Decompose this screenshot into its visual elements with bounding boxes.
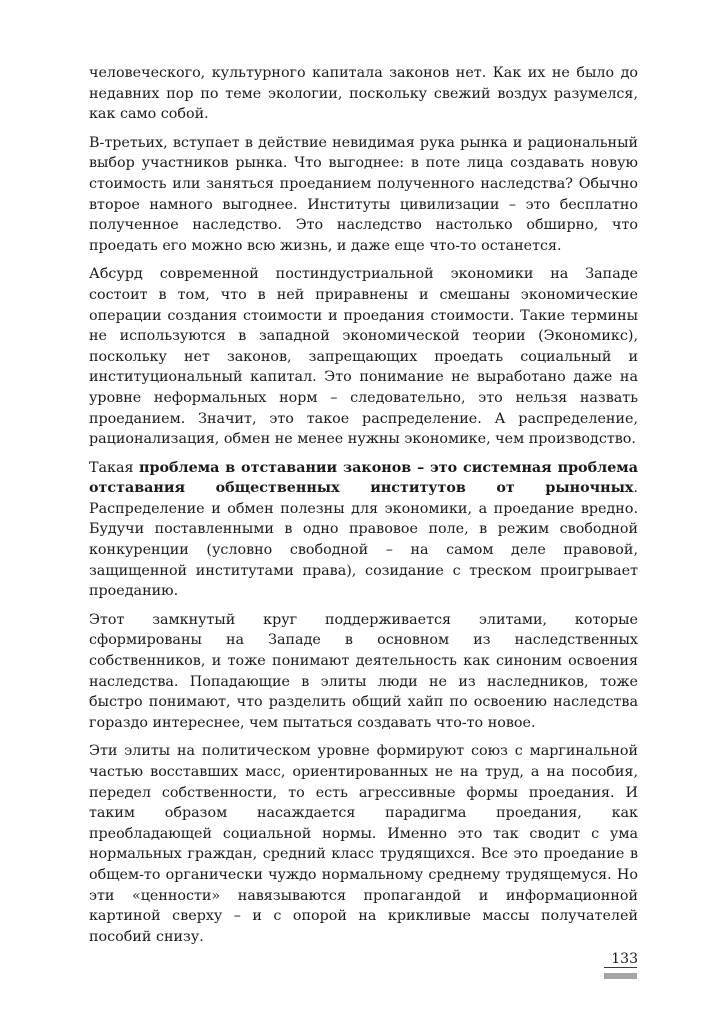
page-number-bar (604, 973, 637, 979)
page-body (89, 63, 638, 955)
paragraph-1-text: человеческого, культурного капитала законов нет. Как их не было до недавних пор по теме экологии, поскольку свежий воздух разумелся, как само собой. (89, 65, 638, 123)
paragraph-3 (89, 264, 638, 449)
page-number: 133 (611, 951, 638, 967)
paragraph-3-text: Абсурд современной постиндустриальной экономики на Западе состоит в том, что в ней приравнены и смешаны экономические операции создания стоимости и проедания стоимости. Такие термины не используются в западной экономической теории (Экономикс), поскольку нет законов, запрещающих проедать социальный и институциональный капитал. Это понимание не выработано даже на уровне неформальных норм – следовательно, это нельзя назвать проеданием. Значит, это такое распределение. А распределение, рационализация, обмен не менее нужны экономике, чем производство. (89, 266, 638, 448)
paragraph-5-text: Этот замкнутый круг поддерживается элитами, которые сформированы на Западе в основном из наследственных собственников, и тоже понимают деятельность как синоним освоения наследства. Попадающие в элиты люди не из наследников, тоже быстро понимают, что разделить общий хайп по освоению наследства гораздо интереснее, чем пытаться создавать что-то новое. (89, 611, 638, 731)
page-number-rule (604, 967, 637, 968)
paragraph-2-text: В-третьих, вступает в действие невидимая рука рынка и рациональный выбор участников рынка. Что выгоднее: в поте лица создавать новую стоимость или заняться проеданием полученного наследства? Обычно второе намного выгоднее. Институты цивилизации – это бесплатно полученное наследство. Это наследство настолько обширно, что проедать его можно всю жизнь, и даже еще что-то останется. (89, 134, 638, 254)
paragraph-1 (89, 63, 638, 125)
paragraph-4-bold-thesis: проблема в отставании законов – это системная проблема отставания общественных институтов от рыночных (89, 459, 638, 497)
paragraph-6 (89, 741, 638, 947)
paragraph-4 (89, 458, 638, 602)
paragraph-6-text: Эти элиты на политическом уровне формируют союз с маргинальной частью восставших масс, ориентированных не на труд, а на пособия, передел собственности, то есть агрессивные формы проедания. И таким образом насаждается парадигма проедания, как преобладающей социальной нормы. Именно это так сводит с ума нормальных граждан, средний класс трудящихся. Все это проедание в общем-то органически чуждо нормальному среднему трудящемуся. Но эти «ценности» навязываются пропагандой и информационной картиной сверху – и с опорой на крикливые массы получателей пособий снизу. (89, 743, 638, 945)
paragraph-5 (89, 610, 638, 734)
paragraph-2 (89, 133, 638, 257)
paragraph-4-text-end: . Распределение и обмен полезны для экономики, а проедание вредно. Будучи поставленными в одно правовое поле, в режим свободной конкуренции (условно свободной – на самом деле правовой, защищенной институтами права), созидание с треском проигрывает проеданию. (89, 480, 638, 600)
paragraph-4-text-start: Такая (89, 459, 139, 476)
